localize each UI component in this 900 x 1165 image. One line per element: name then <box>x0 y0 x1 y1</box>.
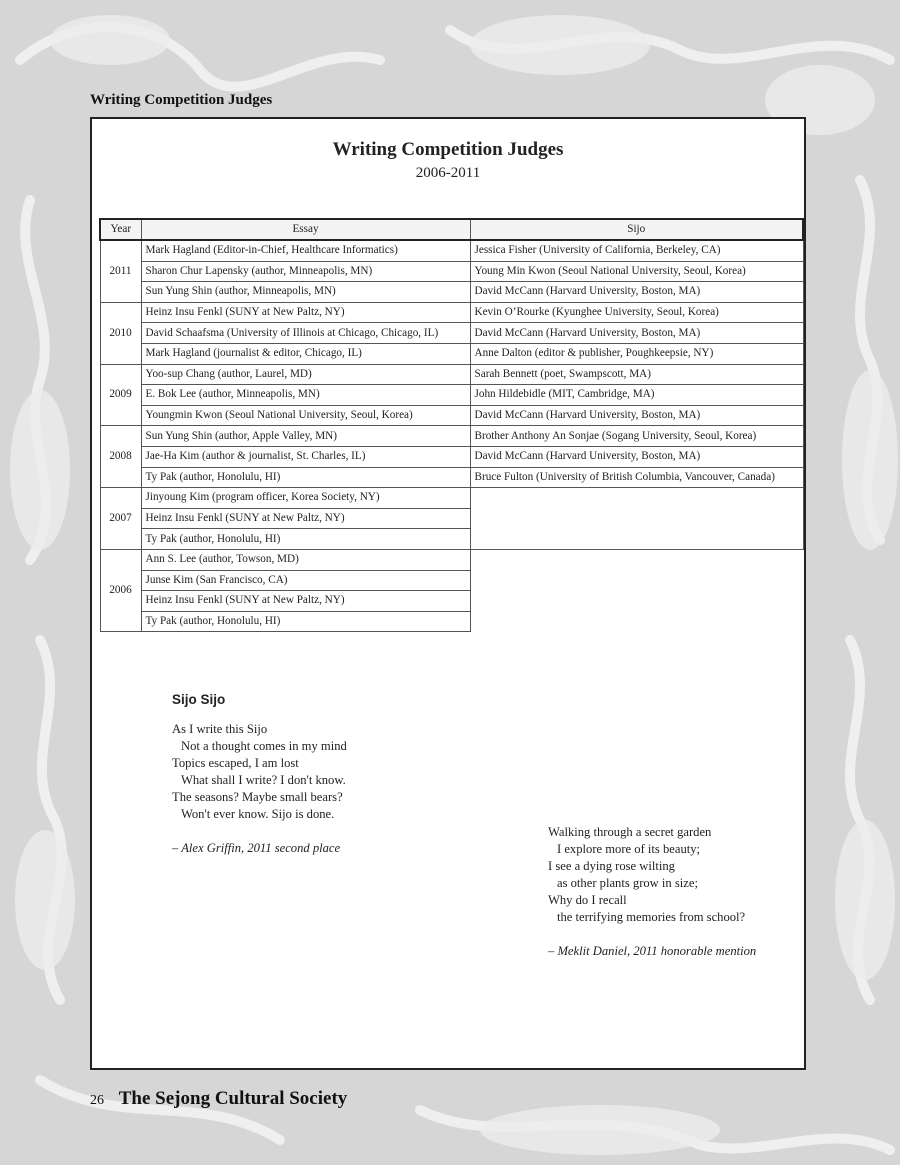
sijo-judge-cell: Bruce Fulton (University of British Columbia, Vancouver, Canada) <box>470 467 803 488</box>
essay-judge-cell: Ann S. Lee (author, Towson, MD) <box>141 549 470 570</box>
table-row <box>100 302 803 323</box>
page-number: 26 <box>90 1093 104 1108</box>
header-essay: Essay <box>141 219 470 240</box>
poem-line: I see a dying rose wilting <box>548 859 675 873</box>
table-row <box>100 240 803 261</box>
essay-judge-cell: Yoo-sup Chang (author, Laurel, MD) <box>141 364 470 385</box>
poem-line: Won't ever know. Sijo is done. <box>181 807 335 821</box>
essay-judge-cell: Junse Kim (San Francisco, CA) <box>141 570 470 591</box>
table-row <box>100 261 803 282</box>
essay-judge-cell: Sun Yung Shin (author, Minneapolis, MN) <box>141 282 470 303</box>
document-subtitle: 2006-2011 <box>415 165 481 181</box>
essay-judge-cell: Mark Hagland (journalist & editor, Chicago, IL) <box>141 343 470 364</box>
poem-sijo-sijo <box>172 691 347 857</box>
header-sijo: Sijo <box>470 219 803 240</box>
essay-judge-cell: E. Bok Lee (author, Minneapolis, MN) <box>141 385 470 406</box>
table-row <box>100 467 803 488</box>
document-title: Writing Competition Judges <box>332 139 564 160</box>
poem-line: the terrifying memories from school? <box>557 910 746 924</box>
sijo-judge-cell: Jessica Fisher (University of California, Berkeley, CA) <box>470 240 803 261</box>
poem-credit: – Meklit Daniel, 2011 honorable mention <box>548 944 757 958</box>
sijo-empty-cell <box>470 488 803 550</box>
page-footer <box>90 1088 347 1110</box>
year-cell: 2007 <box>100 488 141 550</box>
running-head: Writing Competition Judges <box>90 92 273 108</box>
essay-judge-cell: Sun Yung Shin (author, Apple Valley, MN) <box>141 426 470 447</box>
essay-judge-cell: Sharon Chur Lapensky (author, Minneapolis, MN) <box>141 261 470 282</box>
essay-judge-cell: Jae-Ha Kim (author & journalist, St. Charles, IL) <box>141 446 470 467</box>
poem-title: Sijo Sijo <box>172 692 226 707</box>
essay-judge-cell: Ty Pak (author, Honolulu, HI) <box>141 467 470 488</box>
essay-judge-cell: Youngmin Kwon (Seoul National University, Seoul, Korea) <box>141 405 470 426</box>
sijo-judge-cell: David McCann (Harvard University, Boston, MA) <box>470 323 803 344</box>
poem-line: Not a thought comes in my mind <box>181 739 347 753</box>
essay-judge-cell: Ty Pak (author, Honolulu, HI) <box>141 529 470 550</box>
table-row <box>100 343 803 364</box>
table-row <box>100 405 803 426</box>
essay-judge-cell: Heinz Insu Fenkl (SUNY at New Paltz, NY) <box>141 591 470 612</box>
sijo-judge-cell: David McCann (Harvard University, Boston, MA) <box>470 282 803 303</box>
sijo-judge-cell: John Hildebidle (MIT, Cambridge, MA) <box>470 385 803 406</box>
header-year: Year <box>100 219 141 240</box>
table-row <box>100 323 803 344</box>
year-group <box>100 426 803 488</box>
table-row <box>100 611 803 632</box>
year-cell: 2009 <box>100 364 141 426</box>
year-group <box>100 302 803 364</box>
poem-credit: – Alex Griffin, 2011 second place <box>172 841 341 855</box>
poem-line: Walking through a secret garden <box>548 825 712 839</box>
essay-judge-cell: David Schaafsma (University of Illinois at Chicago, Chicago, IL) <box>141 323 470 344</box>
poem-line: As I write this Sijo <box>172 722 268 736</box>
year-group <box>100 549 803 631</box>
essay-judge-cell: Jinyoung Kim (program officer, Korea Society, NY) <box>141 488 470 509</box>
year-group <box>100 240 803 302</box>
table-row <box>100 446 803 467</box>
essay-judge-cell: Heinz Insu Fenkl (SUNY at New Paltz, NY) <box>141 508 470 529</box>
poem-line: The seasons? Maybe small bears? <box>172 790 343 804</box>
content-panel <box>90 117 806 1070</box>
sijo-judge-cell: Brother Anthony An Sonjae (Sogang University, Seoul, Korea) <box>470 426 803 447</box>
poem-line: as other plants grow in size; <box>557 876 698 890</box>
poem-line: What shall I write? I don't know. <box>181 773 346 787</box>
essay-judge-cell: Ty Pak (author, Honolulu, HI) <box>141 611 470 632</box>
table-row <box>100 570 803 591</box>
table-row <box>100 549 803 570</box>
sijo-judge-cell: Young Min Kwon (Seoul National University, Seoul, Korea) <box>470 261 803 282</box>
sijo-judge-cell: David McCann (Harvard University, Boston, MA) <box>470 405 803 426</box>
table-row <box>100 364 803 385</box>
poem-line: Why do I recall <box>548 893 627 907</box>
table-row <box>100 385 803 406</box>
society-name: The Sejong Cultural Society <box>118 1088 348 1109</box>
year-cell: 2011 <box>100 240 141 302</box>
year-group <box>100 488 803 550</box>
poem-line: I explore more of its beauty; <box>557 842 701 856</box>
poem-secret-garden <box>548 824 756 960</box>
poem-line: Topics escaped, I am lost <box>172 756 299 770</box>
sijo-judge-cell: David McCann (Harvard University, Boston, MA) <box>470 446 803 467</box>
table-row <box>100 282 803 303</box>
table-header-row <box>100 219 803 240</box>
essay-judge-cell: Heinz Insu Fenkl (SUNY at New Paltz, NY) <box>141 302 470 323</box>
essay-judge-cell: Mark Hagland (Editor-in-Chief, Healthcare Informatics) <box>141 240 470 261</box>
year-cell: 2008 <box>100 426 141 488</box>
sijo-judge-cell: Kevin O’Rourke (Kyunghee University, Seoul, Korea) <box>470 302 803 323</box>
table-row <box>100 426 803 447</box>
table-row <box>100 591 803 612</box>
year-cell: 2010 <box>100 302 141 364</box>
year-cell: 2006 <box>100 549 141 631</box>
year-group <box>100 364 803 426</box>
sijo-judge-cell: Anne Dalton (editor & publisher, Poughkeepsie, NY) <box>470 343 803 364</box>
sijo-judge-cell: Sarah Bennett (poet, Swampscott, MA) <box>470 364 803 385</box>
table-row <box>100 488 803 509</box>
judges-table <box>99 218 804 632</box>
